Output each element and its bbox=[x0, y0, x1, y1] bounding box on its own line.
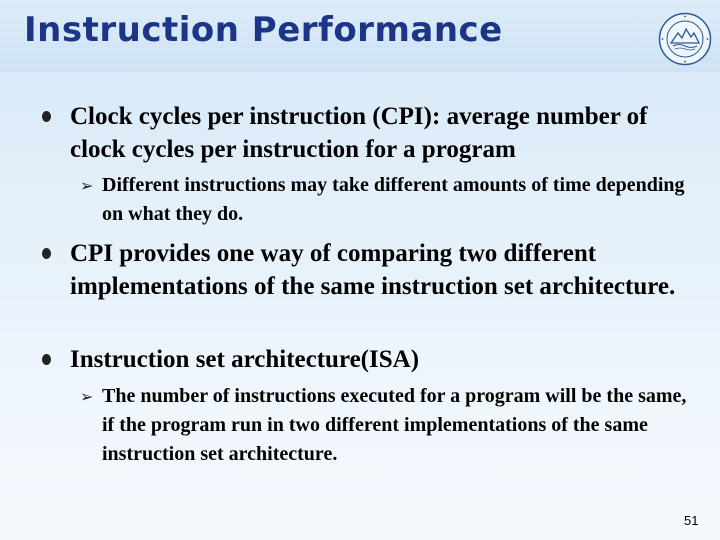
page-number: 51 bbox=[684, 513, 699, 528]
sub-bullet-item: Different instructions may take different amounts of time depending on what they do. bbox=[102, 174, 685, 225]
bullet-item: Instruction set architecture(ISA) bbox=[70, 346, 420, 373]
bullet-item: CPI provides one way of comparing two different implementations of the same instruction set architecture. bbox=[70, 240, 676, 300]
arrow-bullet-icon: ➢ bbox=[80, 387, 94, 406]
arrow-bullet-icon: ➢ bbox=[80, 176, 94, 195]
sub-bullet-item: The number of instructions executed for a program will be the same, if the program run in two different implementations of the same instruction set architecture. bbox=[102, 385, 687, 465]
bullet-item: Clock cycles per instruction (CPI): average number of clock cycles per instruction for a program bbox=[70, 103, 648, 163]
bullet-dot-icon bbox=[42, 354, 51, 365]
bullet-dot-icon bbox=[42, 248, 51, 259]
bullet-dot-icon bbox=[42, 111, 51, 122]
slide-title: Instruction Performance bbox=[24, 10, 503, 50]
